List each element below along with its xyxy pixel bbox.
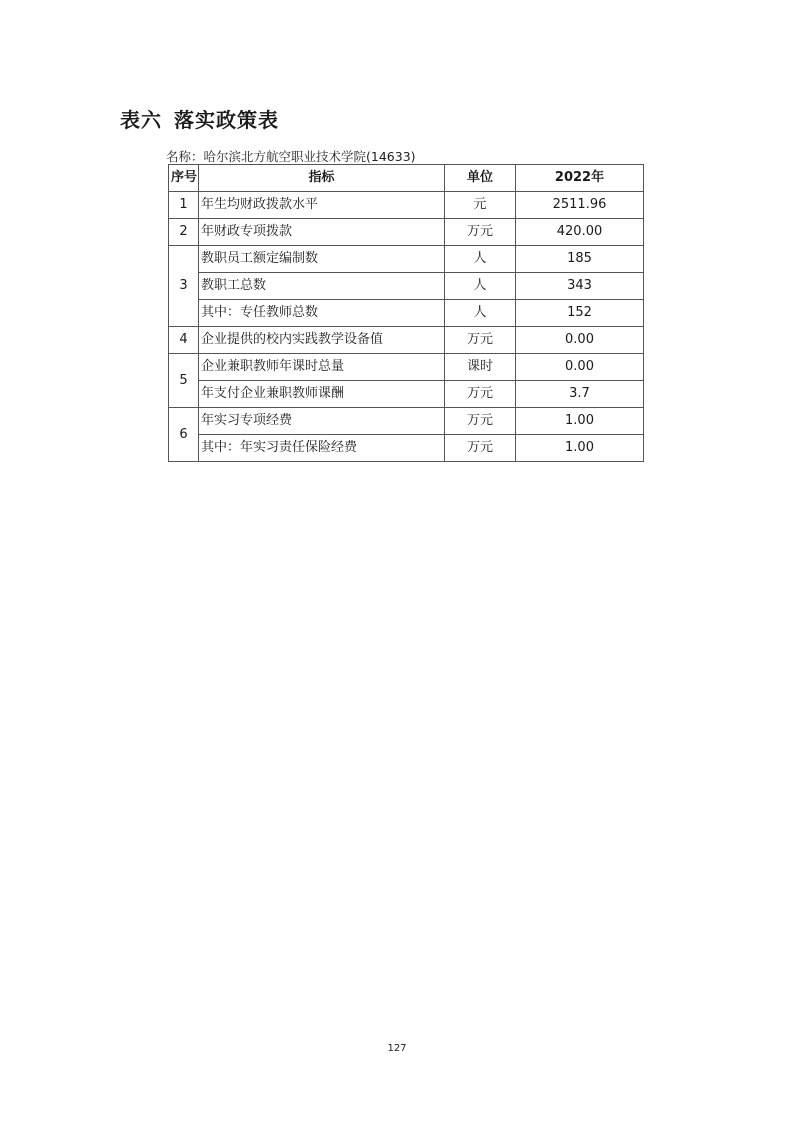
table-caption: 名称：哈尔滨北方航空职业技术学院(14633): [166, 149, 416, 164]
row-seq: 6: [169, 408, 199, 462]
row-unit: 万元: [445, 435, 516, 462]
row-indicator: 年生均财政拨款水平: [199, 192, 445, 219]
row-indicator: 其中：专任教师总数: [199, 300, 445, 327]
table-title: 落实政策表: [174, 108, 279, 132]
header-indicator: 指标: [199, 165, 445, 192]
row-indicator: 企业兼职教师年课时总量: [199, 354, 445, 381]
table-row: [169, 273, 644, 300]
row-indicator: 教职员工额定编制数: [199, 246, 445, 273]
header-unit: 单位: [445, 165, 516, 192]
row-indicator: 企业提供的校内实践教学设备值: [199, 327, 445, 354]
row-value: 185: [516, 246, 644, 273]
row-value: 152: [516, 300, 644, 327]
table-row: [169, 381, 644, 408]
page-number: 127: [387, 1043, 407, 1054]
row-unit: 万元: [445, 219, 516, 246]
header-year: 2022年: [516, 165, 644, 192]
row-unit: 人: [445, 300, 516, 327]
table-row: [169, 219, 644, 246]
row-unit: 人: [445, 273, 516, 300]
row-unit: 万元: [445, 381, 516, 408]
row-seq: 3: [169, 246, 199, 327]
table-row: [169, 192, 644, 219]
row-indicator: 年实习专项经费: [199, 408, 445, 435]
row-seq: 5: [169, 354, 199, 408]
row-value: 343: [516, 273, 644, 300]
row-unit: 人: [445, 246, 516, 273]
table-number: 表六: [120, 108, 162, 132]
row-value: 0.00: [516, 354, 644, 381]
row-value: 3.7: [516, 381, 644, 408]
row-indicator: 其中：年实习责任保险经费: [199, 435, 445, 462]
row-value: 1.00: [516, 435, 644, 462]
row-value: 1.00: [516, 408, 644, 435]
row-indicator: 年支付企业兼职教师课酬: [199, 381, 445, 408]
row-seq: 2: [169, 219, 199, 246]
table-row: [169, 246, 644, 273]
row-indicator: 教职工总数: [199, 273, 445, 300]
header-seq: 序号: [169, 165, 199, 192]
row-seq: 1: [169, 192, 199, 219]
row-unit: 万元: [445, 408, 516, 435]
row-unit: 课时: [445, 354, 516, 381]
table-row: [169, 435, 644, 462]
table-row: [169, 354, 644, 381]
row-seq: 4: [169, 327, 199, 354]
table-row: [169, 327, 644, 354]
row-value: 420.00: [516, 219, 644, 246]
row-value: 2511.96: [516, 192, 644, 219]
row-unit: 元: [445, 192, 516, 219]
table-header-row: [169, 165, 644, 192]
table-row: [169, 408, 644, 435]
row-value: 0.00: [516, 327, 644, 354]
row-unit: 万元: [445, 327, 516, 354]
table-row: [169, 300, 644, 327]
page-title: [120, 104, 279, 133]
policy-table: [168, 164, 644, 462]
row-indicator: 年财政专项拨款: [199, 219, 445, 246]
